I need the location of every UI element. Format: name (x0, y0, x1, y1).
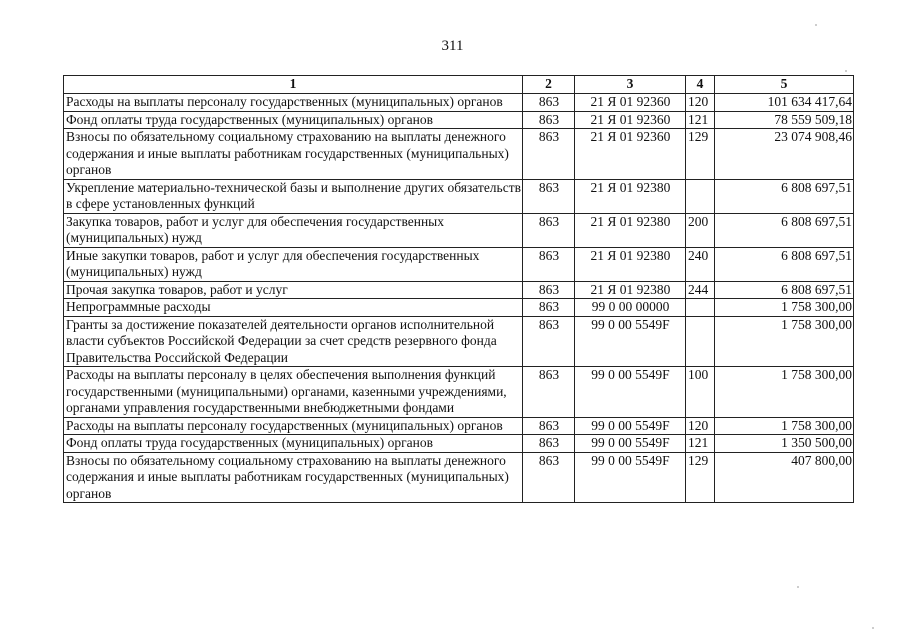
cell-expense-type: 100 (686, 367, 715, 418)
cell-amount: 1 758 300,00 (715, 299, 854, 317)
cell-code: 863 (523, 417, 575, 435)
cell-expense-type: 129 (686, 129, 715, 180)
cell-name: Иные закупки товаров, работ и услуг для обеспечения государственных (муниципальных) нужд (64, 247, 523, 281)
page-number: 311 (441, 38, 464, 54)
table-row (64, 111, 854, 129)
cell-name: Расходы на выплаты персоналу в целях обеспечения выполнения функций государственными (муниципальными) органами, казенными учреждениями, органами управления государственными внебюджетными фондами (64, 367, 523, 418)
cell-target-article: 21 Я 01 92360 (575, 94, 686, 112)
cell-amount: 6 808 697,51 (715, 247, 854, 281)
cell-name: Гранты за достижение показателей деятельности органов исполнительной власти субъектов Российской Федерации за счет средств резервного фонда Правительства Российской Федерации (64, 316, 523, 367)
budget-table (63, 75, 854, 503)
table-row (64, 213, 854, 247)
cell-expense-type: 200 (686, 213, 715, 247)
table-row (64, 129, 854, 180)
cell-target-article: 99 0 00 5549F (575, 435, 686, 453)
cell-expense-type: 121 (686, 435, 715, 453)
cell-target-article: 99 0 00 5549F (575, 452, 686, 503)
table-row (64, 179, 854, 213)
cell-amount: 1 350 500,00 (715, 435, 854, 453)
header-col-3: 3 (575, 76, 686, 94)
cell-expense-type: 120 (686, 94, 715, 112)
cell-amount: 78 559 509,18 (715, 111, 854, 129)
cell-code: 863 (523, 299, 575, 317)
cell-amount: 6 808 697,51 (715, 281, 854, 299)
cell-target-article: 21 Я 01 92360 (575, 129, 686, 180)
cell-name: Расходы на выплаты персоналу государственных (муниципальных) органов (64, 94, 523, 112)
cell-code: 863 (523, 111, 575, 129)
cell-code: 863 (523, 316, 575, 367)
cell-code: 863 (523, 281, 575, 299)
cell-target-article: 21 Я 01 92380 (575, 281, 686, 299)
cell-code: 863 (523, 247, 575, 281)
table-row (64, 417, 854, 435)
cell-expense-type (686, 316, 715, 367)
cell-target-article: 21 Я 01 92360 (575, 111, 686, 129)
cell-name: Прочая закупка товаров, работ и услуг (64, 281, 523, 299)
cell-code: 863 (523, 179, 575, 213)
cell-amount: 407 800,00 (715, 452, 854, 503)
header-col-5: 5 (715, 76, 854, 94)
cell-expense-type: 120 (686, 417, 715, 435)
cell-amount: 1 758 300,00 (715, 316, 854, 367)
cell-target-article: 21 Я 01 92380 (575, 213, 686, 247)
table-row (64, 435, 854, 453)
cell-code: 863 (523, 367, 575, 418)
table-row (64, 367, 854, 418)
cell-amount: 1 758 300,00 (715, 367, 854, 418)
cell-name: Фонд оплаты труда государственных (муниципальных) органов (64, 435, 523, 453)
table-row (64, 281, 854, 299)
cell-expense-type: 129 (686, 452, 715, 503)
cell-expense-type: 244 (686, 281, 715, 299)
header-col-1: 1 (64, 76, 523, 94)
cell-name: Закупка товаров, работ и услуг для обеспечения государственных (муниципальных) нужд (64, 213, 523, 247)
cell-code: 863 (523, 452, 575, 503)
cell-code: 863 (523, 213, 575, 247)
cell-expense-type (686, 299, 715, 317)
cell-name: Расходы на выплаты персоналу государственных (муниципальных) органов (64, 417, 523, 435)
table-row (64, 94, 854, 112)
cell-name: Фонд оплаты труда государственных (муниципальных) органов (64, 111, 523, 129)
cell-target-article: 99 0 00 00000 (575, 299, 686, 317)
cell-code: 863 (523, 129, 575, 180)
header-col-4: 4 (686, 76, 715, 94)
cell-name: Укрепление материально-технической базы и выполнение других обязательств в сфере установленных функций (64, 179, 523, 213)
cell-expense-type (686, 179, 715, 213)
cell-target-article: 21 Я 01 92380 (575, 247, 686, 281)
cell-expense-type: 240 (686, 247, 715, 281)
table-row (64, 452, 854, 503)
header-row (64, 76, 854, 94)
cell-target-article: 99 0 00 5549F (575, 417, 686, 435)
cell-amount: 6 808 697,51 (715, 179, 854, 213)
cell-target-article: 99 0 00 5549F (575, 316, 686, 367)
cell-code: 863 (523, 435, 575, 453)
cell-name: Непрограммные расходы (64, 299, 523, 317)
cell-target-article: 21 Я 01 92380 (575, 179, 686, 213)
table-row (64, 247, 854, 281)
cell-amount: 101 634 417,64 (715, 94, 854, 112)
table-row (64, 316, 854, 367)
cell-amount: 1 758 300,00 (715, 417, 854, 435)
cell-name: Взносы по обязательному социальному страхованию на выплаты денежного содержания и иные выплаты работникам государственных (муниципальных) органов (64, 452, 523, 503)
table-row (64, 299, 854, 317)
cell-name: Взносы по обязательному социальному страхованию на выплаты денежного содержания и иные выплаты работникам государственных (муниципальных) органов (64, 129, 523, 180)
cell-amount: 23 074 908,46 (715, 129, 854, 180)
budget-table-body (64, 94, 854, 503)
cell-expense-type: 121 (686, 111, 715, 129)
cell-code: 863 (523, 94, 575, 112)
cell-target-article: 99 0 00 5549F (575, 367, 686, 418)
cell-amount: 6 808 697,51 (715, 213, 854, 247)
header-col-2: 2 (523, 76, 575, 94)
